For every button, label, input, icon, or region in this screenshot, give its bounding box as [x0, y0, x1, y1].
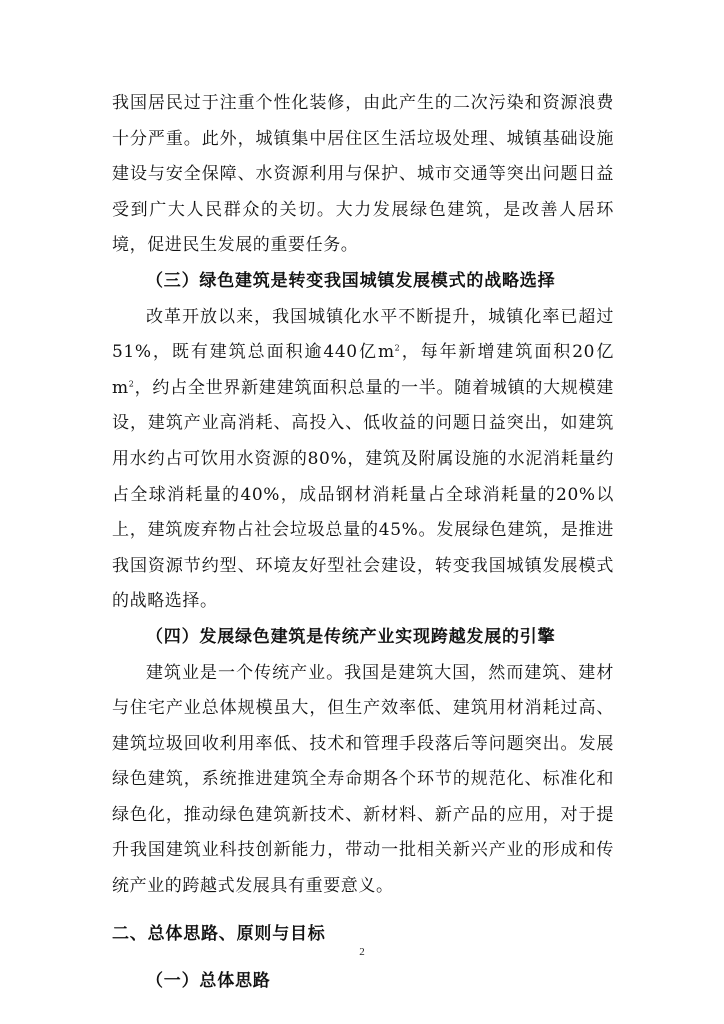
paragraph-three [112, 300, 614, 620]
superscript-square-1: 2 [394, 343, 401, 353]
paragraph-three-part2: ，每年新增建筑面积20亿m [112, 342, 614, 398]
heading-one: （一）总体思路 [146, 971, 271, 992]
paragraph-intro: 我国居民过于注重个性化装修，由此产生的二次污染和资源浪费十分严重。此外，城镇集中居住区生活垃圾处理、城镇基础设施建设与安全保障、水资源利用与保护、城市交通等突出问题日益受到广大人民群众的关切。大力发展绿色建筑，是改善人居环境，促进民生发展的重要任务。 [112, 93, 614, 256]
paragraph-three-part1: 改革开放以来，我国城镇化水平不断提升，城镇化率已超过51%，既有建筑总面积逾440亿m [112, 306, 614, 363]
heading-three: （三）绿色建筑是转变我国城镇发展模式的战略选择 [146, 270, 556, 291]
superscript-square-2: 2 [128, 379, 135, 389]
section-two-heading: 二、总体思路、原则与目标 [112, 923, 326, 944]
heading-four: （四）发展绿色建筑是传统产业实现跨越发展的引擎 [146, 626, 556, 647]
paragraph-four: 建筑业是一个传统产业。我国是建筑大国，然而建筑、建材与住宅产业总体规模虽大，但生产效率低、建筑用材消耗过高、建筑垃圾回收利用率低、技术和管理手段落后等问题突出。发展绿色建筑，系统推进建筑全寿命期各个环节的规范化、标准化和绿色化，推动绿色建筑新技术、新材料、新产品的应用，对于提升我国建筑业科技创新能力，带动一批相关新兴产业的形成和传统产业的跨越式发展具有重要意义。 [112, 662, 614, 897]
paragraph-three-part3: ，约占全世界新建建筑面积总量的一半。随着城镇的大规模建设，建筑产业高消耗、高投入、低收益的问题日益突出，如建筑用水约占可饮用水资源的80%，建筑及附属设施的水泥消耗量约占全球消耗量的40%，成品钢材消耗量占全球消耗量的20%以上，建筑废弃物占社会垃圾总量的45%。发展绿色建筑，是推进我国资源节约型、环境友好型社会建设，转变我国城镇发展模式的战略选择。 [112, 377, 614, 612]
document-body [112, 86, 614, 1000]
page-number: 2 [359, 946, 365, 958]
